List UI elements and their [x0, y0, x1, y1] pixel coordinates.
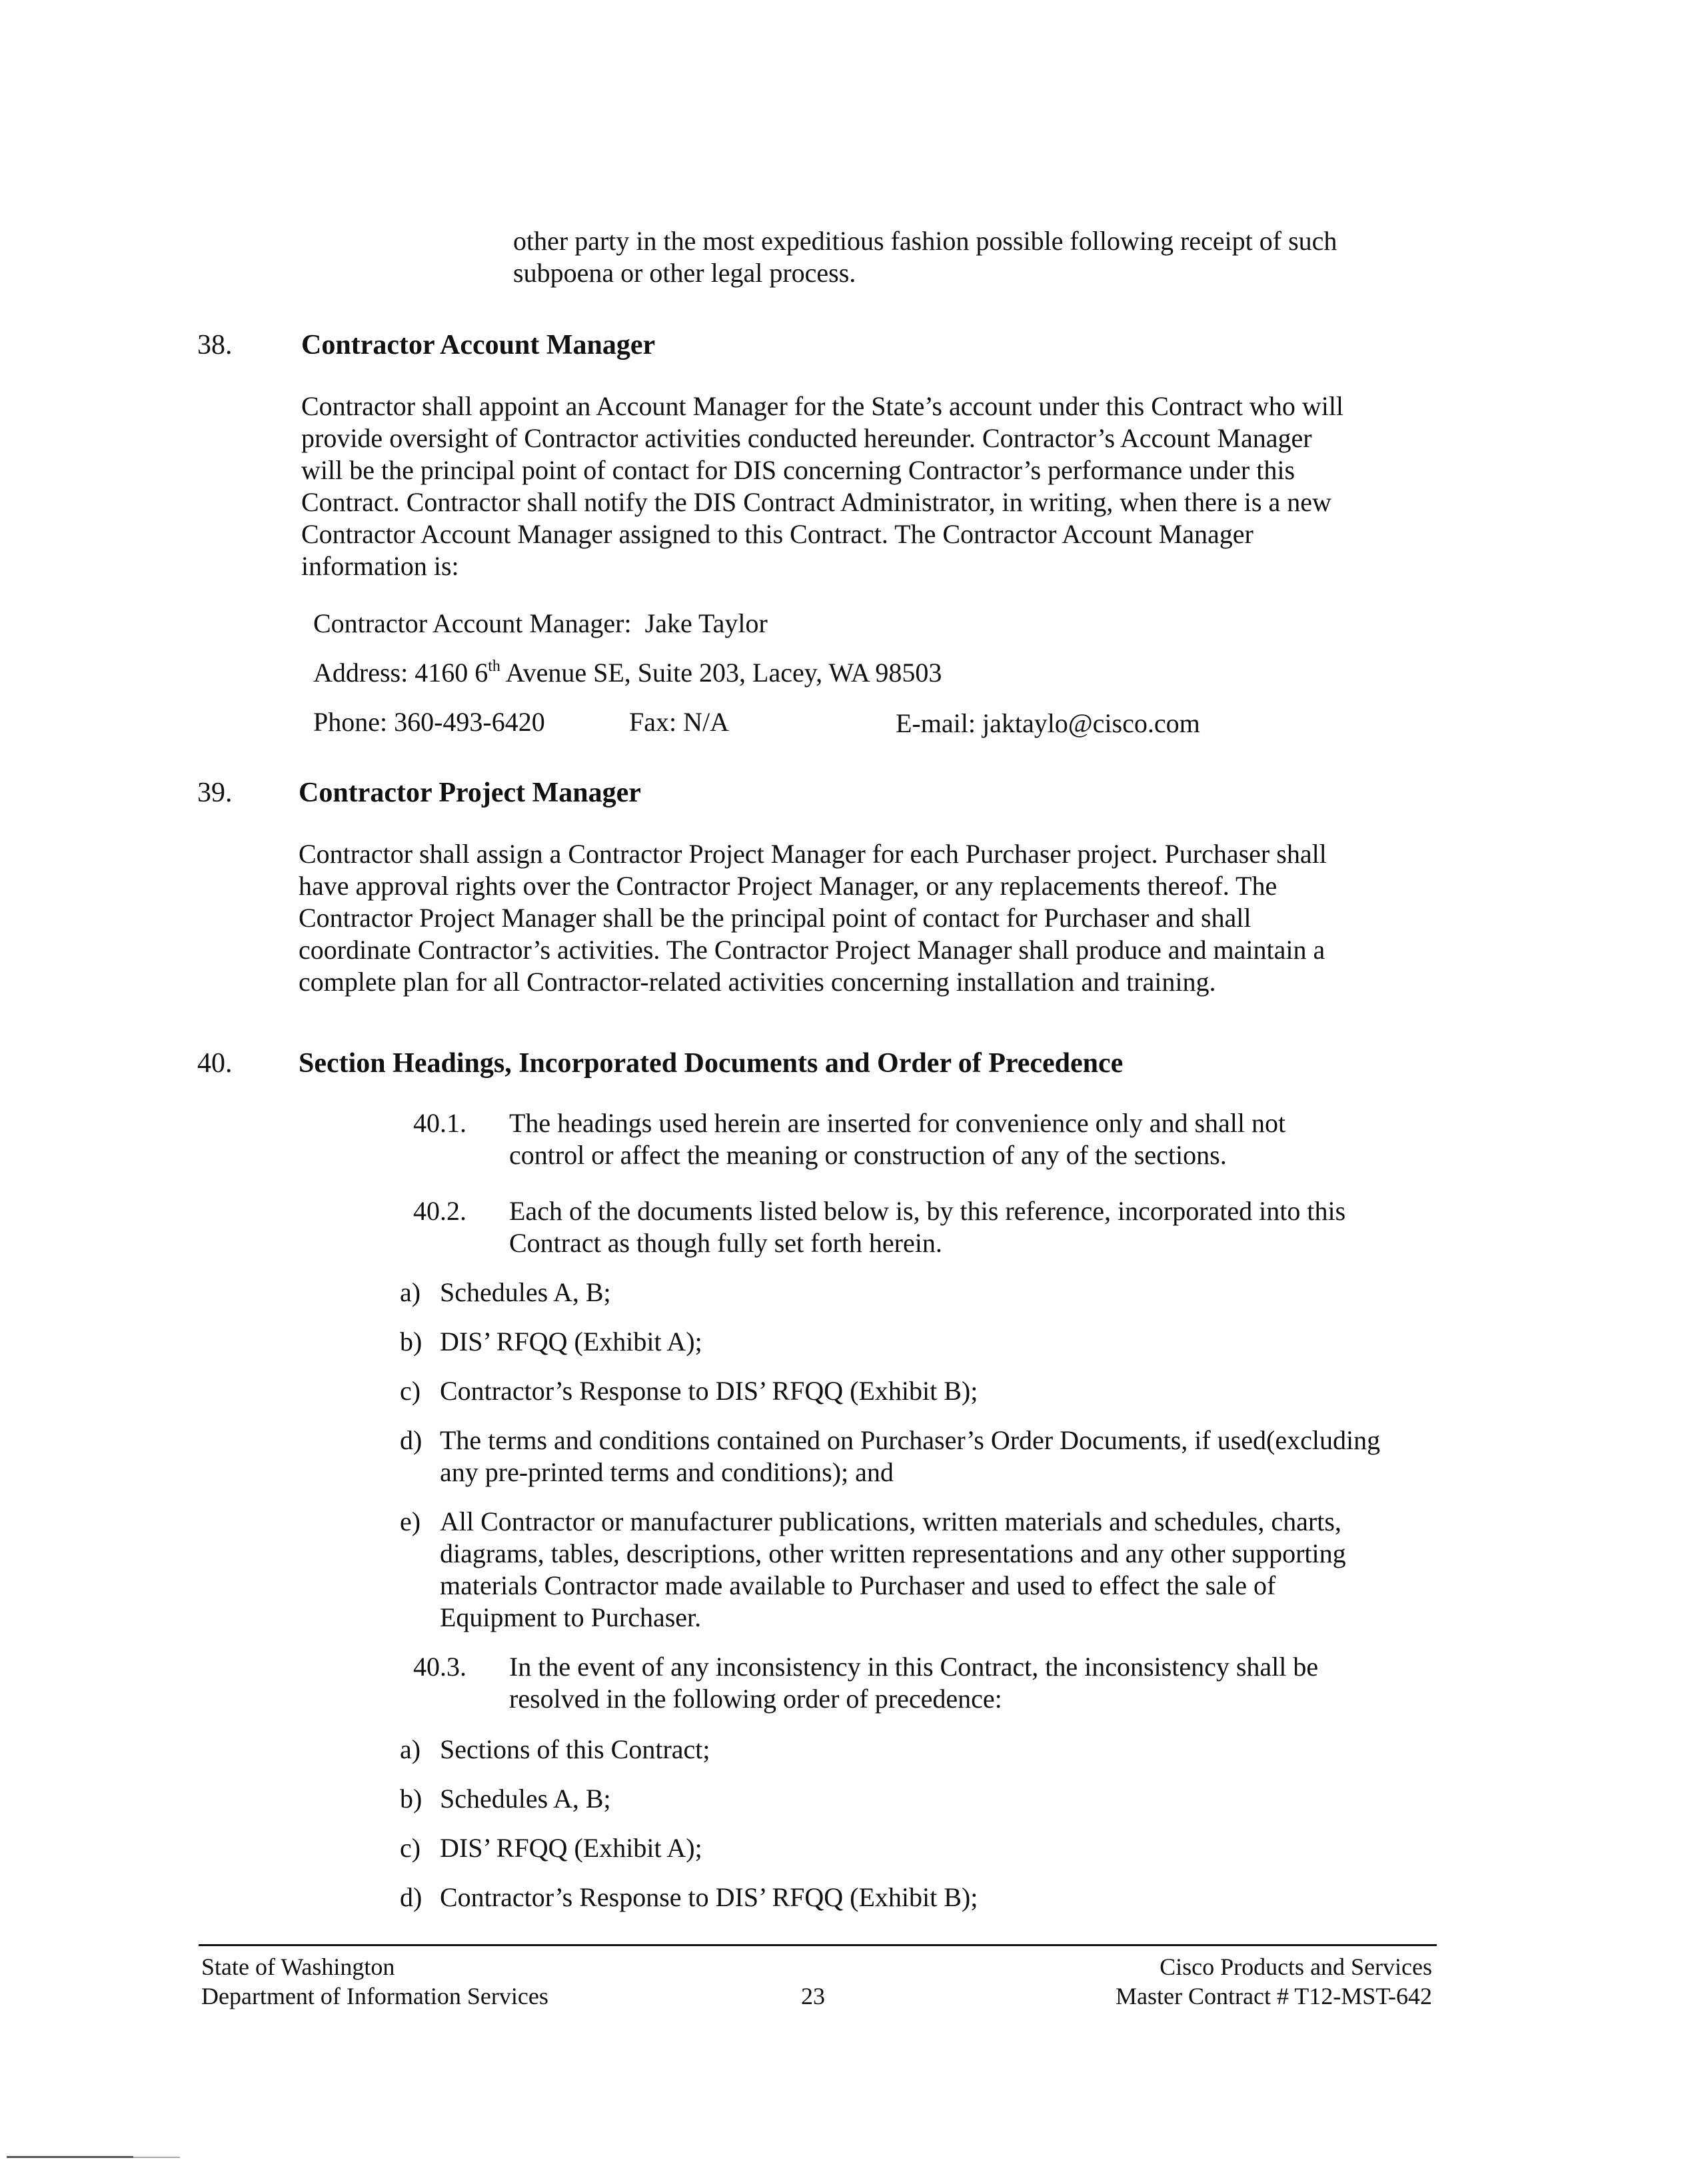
section-40-number: 40. [197, 1048, 233, 1079]
list-item-letter: c) [400, 1833, 421, 1863]
subsection-40-3-number: 40.3. [413, 1652, 466, 1682]
footer-right-line-2: Master Contract # T12-MST-642 [1116, 1983, 1432, 2009]
list-item-text: Schedules A, B; [440, 1784, 611, 1814]
section-39-body-line: complete plan for all Contractor-related activities concerning installation and training. [299, 967, 1216, 997]
footer-rule [199, 1944, 1437, 1946]
section-38-body-line: will be the principal point of contact for DIS concerning Contractor’s performance under this [301, 455, 1295, 485]
list-item-text: Contractor’s Response to DIS’ RFQQ (Exhibit B); [440, 1376, 978, 1406]
account-manager-row [313, 608, 768, 640]
subsection-40-2-line: Each of the documents listed below is, by this reference, incorporated into this [509, 1196, 1346, 1226]
subsection-40-1-line: control or affect the meaning or construction of any of the sections. [509, 1140, 1227, 1170]
list-item-text: The terms and conditions contained on Purchaser’s Order Documents, if used(excluding [440, 1425, 1381, 1455]
list-item-letter: a) [400, 1734, 421, 1764]
list-item-text: Contractor’s Response to DIS’ RFQQ (Exhibit B); [440, 1882, 978, 1912]
account-manager-address [313, 657, 942, 689]
list-item-text: DIS’ RFQQ (Exhibit A); [440, 1833, 702, 1863]
continuation-line-1: other party in the most expeditious fashion possible following receipt of such [513, 226, 1337, 256]
section-38-body-line: Contractor shall appoint an Account Manager for the State’s account under this Contract who will [301, 391, 1344, 421]
list-item-text: Sections of this Contract; [440, 1734, 710, 1764]
account-manager-phone: Phone: 360-493-6420 [313, 707, 545, 737]
section-39-number: 39. [197, 778, 233, 808]
address-suffix: Avenue SE, Suite 203, Lacey, WA 98503 [500, 658, 942, 688]
account-manager-email: E-mail: jaktaylo@cisco.com [896, 708, 1200, 738]
subsection-40-1-line: The headings used herein are inserted for convenience only and shall not [509, 1108, 1286, 1138]
subsection-40-3-line: resolved in the following order of precedence: [509, 1684, 1002, 1714]
scan-artifact-line [133, 2157, 180, 2158]
list-item-letter: a) [400, 1277, 421, 1307]
list-item-text: Schedules A, B; [440, 1277, 611, 1307]
section-38-number: 38. [197, 330, 233, 360]
address-prefix: Address: 4160 6 [313, 658, 488, 688]
section-38-body-line: provide oversight of Contractor activities conducted hereunder. Contractor’s Account Manager [301, 423, 1312, 453]
section-39-body-line: coordinate Contractor’s activities. The Contractor Project Manager shall produce and maintain a [299, 935, 1325, 965]
footer-left-line-1: State of Washington [201, 1953, 395, 1980]
section-40-heading: Section Headings, Incorporated Documents and Order of Precedence [299, 1048, 1124, 1079]
page-number: 23 [801, 1983, 825, 2009]
list-item-text: Equipment to Purchaser. [440, 1602, 702, 1632]
list-item-letter: e) [400, 1506, 421, 1536]
section-39-body-line: Contractor shall assign a Contractor Project Manager for each Purchaser project. Purchaser shall [299, 839, 1327, 869]
list-item-text: DIS’ RFQQ (Exhibit A); [440, 1327, 702, 1357]
account-manager-name: Jake Taylor [644, 608, 768, 638]
list-item-letter: c) [400, 1376, 421, 1406]
address-ordinal: th [488, 658, 500, 675]
section-39-heading: Contractor Project Manager [299, 778, 641, 808]
section-39-body-line: Contractor Project Manager shall be the principal point of contact for Purchaser and shall [299, 903, 1252, 933]
account-manager-label: Contractor Account Manager: [313, 608, 632, 638]
list-item-text: All Contractor or manufacturer publications, written materials and schedules, charts, [440, 1506, 1341, 1536]
account-manager-fax: Fax: N/A [629, 707, 729, 737]
section-39-body-line: have approval rights over the Contractor Project Manager, or any replacements thereof. The [299, 871, 1277, 901]
list-item-letter: b) [400, 1327, 422, 1357]
subsection-40-1-number: 40.1. [413, 1108, 466, 1138]
section-38-body-line: Contractor Account Manager assigned to this Contract. The Contractor Account Manager [301, 519, 1254, 549]
list-item-letter: d) [400, 1425, 422, 1455]
section-38-heading: Contractor Account Manager [301, 330, 656, 360]
list-item-text: any pre-printed terms and conditions); and [440, 1457, 894, 1487]
subsection-40-3-line: In the event of any inconsistency in this Contract, the inconsistency shall be [509, 1652, 1319, 1682]
list-item-text: diagrams, tables, descriptions, other written representations and any other supporting [440, 1538, 1346, 1568]
section-38-body-line: information is: [301, 551, 459, 581]
section-38-body-line: Contract. Contractor shall notify the DIS Contract Administrator, in writing, when there is a new [301, 487, 1331, 517]
list-item-letter: b) [400, 1784, 422, 1814]
scan-artifact-line [7, 2156, 133, 2158]
list-item-text: materials Contractor made available to Purchaser and used to effect the sale of [440, 1570, 1276, 1600]
subsection-40-2-number: 40.2. [413, 1196, 466, 1226]
list-item-letter: d) [400, 1882, 422, 1912]
continuation-line-2: subpoena or other legal process. [513, 258, 856, 288]
subsection-40-2-line: Contract as though fully set forth herein. [509, 1228, 942, 1258]
footer-right-line-1: Cisco Products and Services [1160, 1953, 1432, 1980]
footer-left-line-2: Department of Information Services [201, 1983, 548, 2009]
